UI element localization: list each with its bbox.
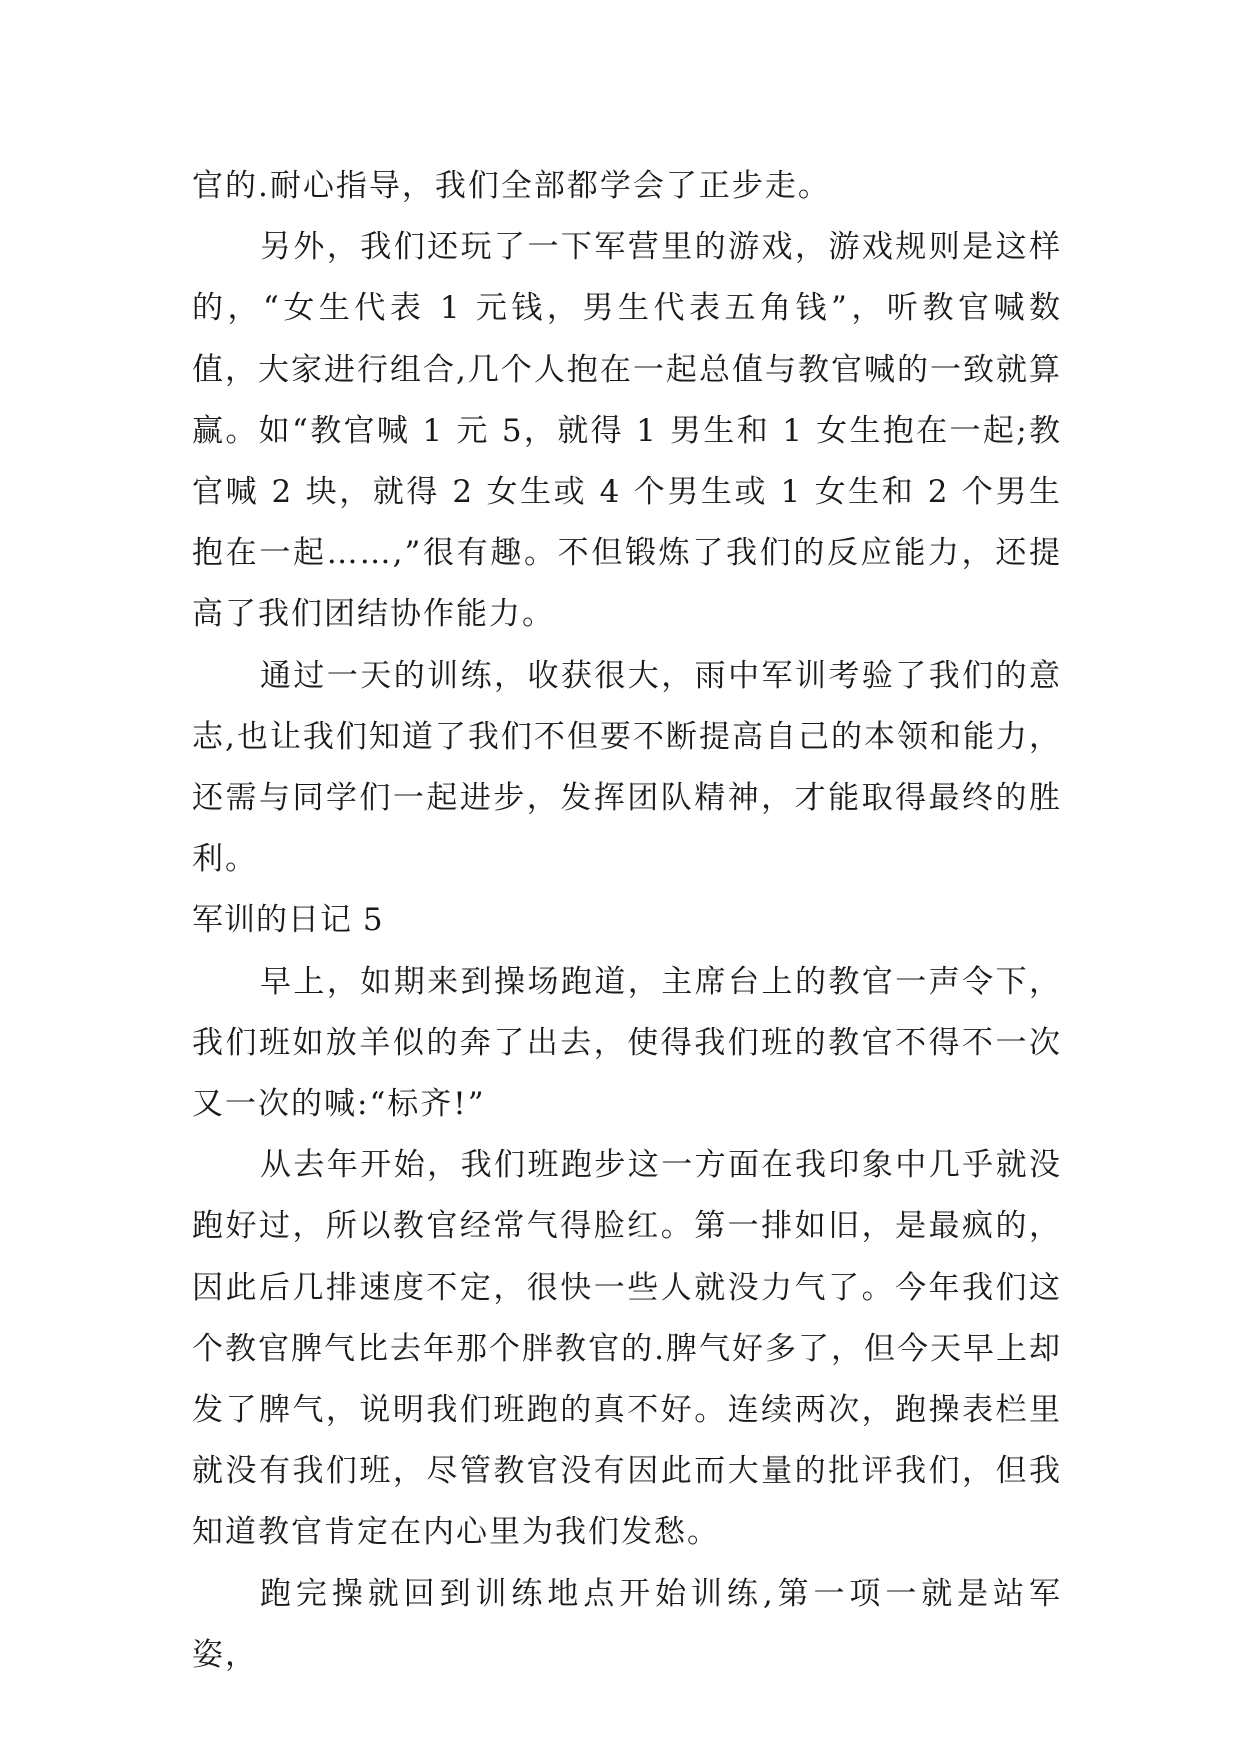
paragraph-2: 另外，我们还玩了一下军营里的游戏，游戏规则是这样的，“女生代表 1 元钱，男生代表五角钱”，听教官喊数值，大家进行组合,几个人抱在一起总值与教官喊的一致就算赢。如“教官喊 1 元 5，就得 1 男生和 1 女生抱在一起;教官喊 2 块，就得 2 女生或 4 个男生或 1 女生和 2 个男生抱在一起……,”很有趣。不但锻炼了我们的反应能力，还提高了我们团结协作能力。 bbox=[192, 229, 1062, 633]
paragraph-6: 跑完操就回到训练地点开始训练,第一项一就是站军姿， bbox=[192, 1575, 1062, 1673]
document-body bbox=[192, 156, 1062, 1686]
paragraph-4: 早上，如期来到操场跑道，主席台上的教官一声令下，我们班如放羊似的奔了出去，使得我们班的教官不得不一次又一次的喊:“标齐!” bbox=[192, 963, 1062, 1123]
paragraph-5: 从去年开始，我们班跑步这一方面在我印象中几乎就没跑好过，所以教官经常气得脸红。第一排如旧，是最疯的，因此后几排速度不定，很快一些人就没力气了。今年我们这个教官脾气比去年那个胖教官的.脾气好多了，但今天早上却发了脾气，说明我们班跑的真不好。连续两次，跑操表栏里就没有我们班，尽管教官没有因此而大量的批评我们，但我知道教官肯定在内心里为我们发愁。 bbox=[192, 1147, 1062, 1551]
paragraph-1: 官的.耐心指导，我们全部都学会了正步走。 bbox=[192, 168, 831, 204]
section-heading: 军训的日记 5 bbox=[192, 902, 384, 939]
paragraph-3: 通过一天的训练，收获很大，雨中军训考验了我们的意志,也让我们知道了我们不但要不断提高自己的本领和能力，还需与同学们一起进步，发挥团队精神，才能取得最终的胜利。 bbox=[192, 657, 1062, 878]
